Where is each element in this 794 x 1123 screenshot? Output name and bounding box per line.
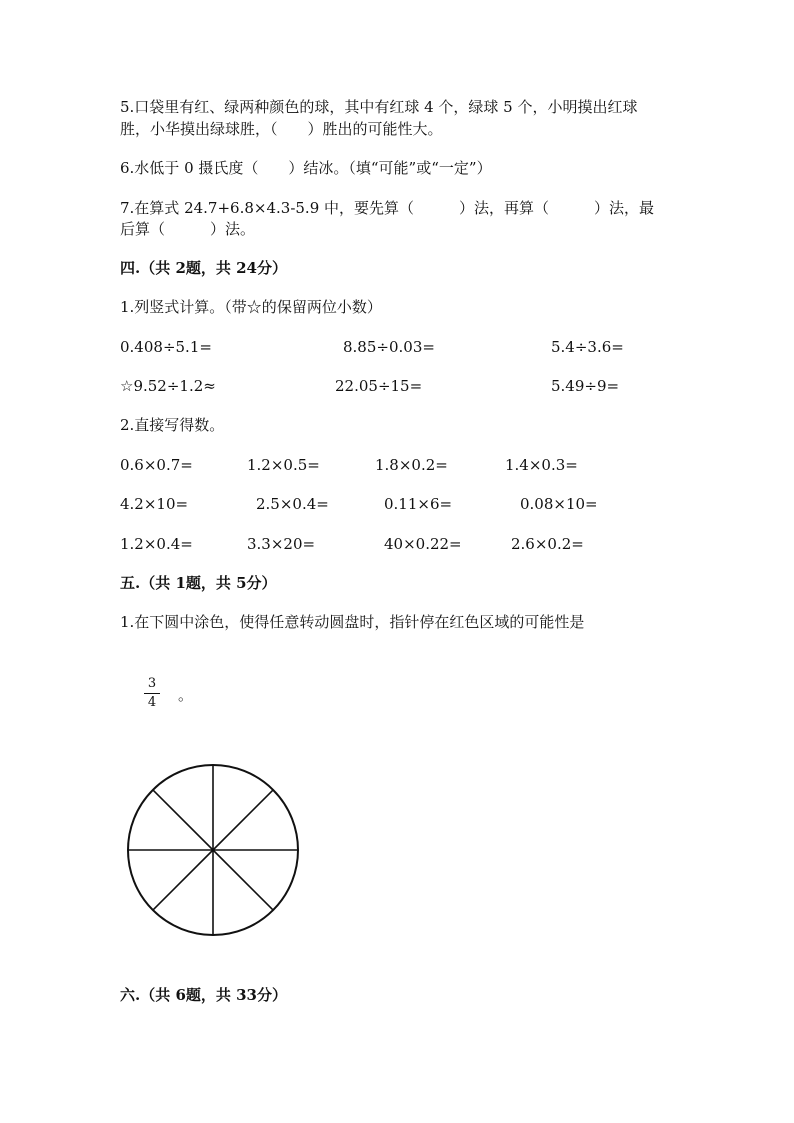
- mental-calc-item: 0.11×6=: [384, 495, 453, 513]
- s4-q1-prompt: 1.列竖式计算。（带☆的保留两位小数）: [120, 298, 382, 316]
- mental-calc-item: 0.6×0.7=: [120, 456, 193, 474]
- mental-calc-item: 40×0.22=: [384, 535, 462, 553]
- q5-line1: 5.口袋里有红、绿两种颜色的球，其中有红球 4 个，绿球 5 个，小明摸出红球: [120, 98, 638, 116]
- q6-text: 6.水低于 0 摄氏度（ ）结冰。（填“可能”或“一定”）: [120, 159, 492, 177]
- mental-calc-item: 1.2×0.5=: [247, 456, 320, 474]
- fraction-denominator: 4: [147, 695, 157, 710]
- calc-item: 5.4÷3.6=: [551, 338, 624, 356]
- section5-heading: 五.（共 1题，共 5分）: [120, 574, 277, 592]
- mental-calc-item: 1.4×0.3=: [505, 456, 578, 474]
- q5-line2: 胜，小华摸出绿球胜，（ ）胜出的可能性大。: [120, 120, 443, 138]
- mental-calc-item: 3.3×20=: [247, 535, 316, 553]
- mental-calc-item: 1.2×0.4=: [120, 535, 193, 553]
- mental-calc-item: 0.08×10=: [520, 495, 598, 513]
- s5-q1-prompt: 1.在下圆中涂色，使得任意转动圆盘时，指针停在红色区域的可能性是: [120, 613, 585, 631]
- section6-heading: 六.（共 6题，共 33分）: [120, 986, 287, 1004]
- calc-item: 0.408÷5.1=: [120, 338, 212, 356]
- section4-heading: 四.（共 2题，共 24分）: [120, 259, 287, 277]
- sentence-period: 。: [178, 686, 194, 704]
- mental-calc-item: 4.2×10=: [120, 495, 189, 513]
- q7-line2: 后算（ ）法。: [120, 220, 256, 238]
- wheel-spoke: [153, 790, 213, 850]
- mental-calc-item: 2.6×0.2=: [511, 535, 584, 553]
- wheel-spoke: [153, 850, 213, 910]
- s4-q2-prompt: 2.直接写得数。: [120, 416, 225, 434]
- q7-line1: 7.在算式 24.7+6.8×4.3-5.9 中，要先算（ ）法，再算（ ）法，最: [120, 199, 655, 217]
- fraction-bar: [144, 693, 160, 694]
- fraction-numerator: 3: [147, 676, 157, 691]
- wheel-spoke: [213, 790, 273, 850]
- calc-item: 5.49÷9=: [551, 377, 620, 395]
- calc-item: 8.85÷0.03=: [343, 338, 435, 356]
- wheel-spoke: [213, 850, 273, 910]
- mental-calc-item: 1.8×0.2=: [375, 456, 448, 474]
- spinner-wheel[interactable]: [125, 762, 301, 938]
- mental-calc-item: 2.5×0.4=: [256, 495, 329, 513]
- fraction: [141, 676, 163, 711]
- calc-item: ☆9.52÷1.2≈: [120, 377, 216, 395]
- calc-item: 22.05÷15=: [335, 377, 423, 395]
